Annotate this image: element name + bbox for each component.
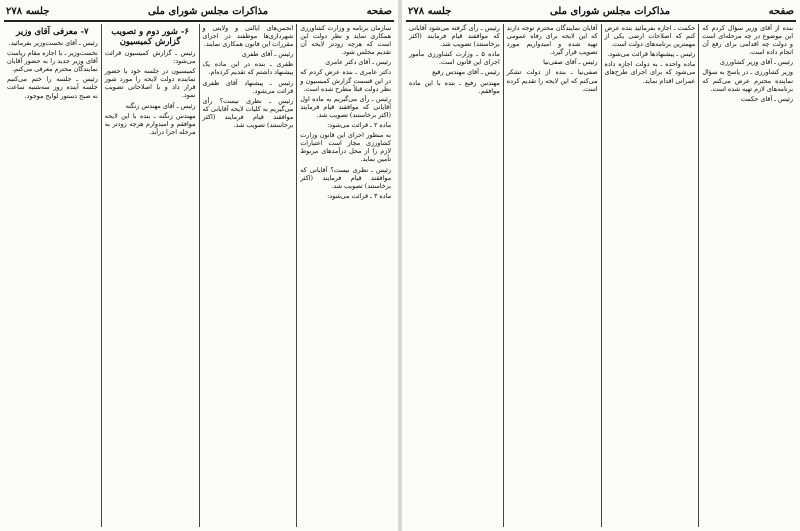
paragraph: بنده از آقای وزیر سؤال کردم که این موضوع در چه مرحله‌ای است و دولت چه اقدامی برای رفع آن انجام داده است. [702, 24, 793, 57]
journal-title: مذاکرات مجلس شورای ملی [549, 5, 671, 17]
paragraph: رئیس ـ آقای حکمت [740, 94, 793, 103]
page-label: صفحه [366, 5, 392, 17]
paragraph: رئیس ـ جلسه را ختم می‌کنیم جلسه آینده روز سه‌شنبه ساعت نه صبح دستور لوایح موجود. [7, 75, 98, 100]
session-label: جلسه ۲۷۸ [6, 5, 50, 17]
page-header [408, 4, 794, 18]
paragraph: رئیس ـ آقای صفی‌نیا [543, 58, 598, 67]
paragraph: رئیس ـ آقای دکتر عامری [325, 58, 391, 67]
paragraph: مهندس زنگنه ـ بنده با این لایحه موافقم و امیدوارم هرچه زودتر به مرحله اجرا درآید. [104, 111, 196, 136]
header-rule [406, 20, 796, 22]
paragraph: صفی‌نیا ـ بنده از دولت تشکر می‌کنم که این لایحه را تقدیم کرده است. [506, 68, 598, 93]
paragraph: دکتر عامری ـ بنده عرض کردم که در این قسمت گزارش کمیسیون و نظر دولت قبلاً مطرح شده است. [300, 68, 391, 93]
paragraph: رئیس ـ آقای ظفری [241, 50, 294, 59]
paragraph: رئیس ـ رأی می‌گیریم به ماده اول آقایانی که موافقند قیام فرمایند (اکثر برخاستند) تصویب شد. [300, 94, 391, 119]
journal-title: مذاکرات مجلس شورای ملی [147, 5, 269, 17]
text-column [698, 24, 796, 527]
paragraph: رئیس ـ رأی گرفته می‌شود آقایانی که موافقند قیام فرمایند (اکثر برخاستند) تصویب شد. [409, 24, 500, 49]
page-label: صفحه [768, 5, 794, 17]
paragraph: وزیر کشاورزی ـ در پاسخ به سؤال نماینده محترم عرض می‌کنم که برنامه‌های لازم تهیه شده است. [702, 68, 793, 93]
text-column [601, 24, 699, 527]
section-heading: ۷- معرفی آقای وزیر [16, 27, 89, 37]
text-column [199, 24, 297, 527]
paragraph: ماده ۳ ـ قرائت می‌شود: [327, 191, 391, 200]
header-rule [4, 20, 394, 22]
paragraph: ماده ۵ ـ وزارت کشاورزی مأمور اجرای این قانون است. [409, 50, 500, 67]
session-label: جلسه ۲۷۸ [408, 5, 452, 17]
paragraph: ظفری ـ بنده در این ماده یک پیشنهاد داشتم که تقدیم کرده‌ام. [202, 60, 294, 77]
paragraph: رئیس ـ گزارش کمیسیون قرائت می‌شود: [104, 49, 196, 66]
text-column [101, 24, 199, 527]
section-heading: ۶- شور دوم و تصویب گزارش کمیسیون [111, 27, 189, 47]
paragraph: رئیس ـ پیشنهادها قرائت می‌شود. [607, 50, 696, 59]
paragraph: آقایان نمایندگان محترم توجه دارند که این لایحه برای رفاه عمومی تهیه شده و امیدواریم مورد تصویب قرار گیرد. [506, 24, 598, 57]
paragraph: کمیسیون در جلسه خود با حضور نماینده دولت لایحه را مورد شور قرار داد و با اصلاحاتی تصویب نمود. [104, 67, 196, 100]
paragraph: رئیس ـ نظری نیست؟ رأی می‌گیریم به کلیات لایحه آقایانی که موافقند قیام فرمایند (اکثر برخاستند) تصویب شد. [202, 96, 294, 130]
paragraph: ماده ۲ ـ قرائت می‌شود: [327, 121, 391, 130]
text-column [296, 24, 394, 527]
right-page [402, 0, 800, 531]
paragraph: ماده واحده ـ به دولت اجازه داده می‌شود که برای اجرای طرح‌های عمرانی اقدام نماید. [604, 60, 696, 85]
text-columns [4, 24, 394, 527]
text-column [4, 24, 101, 527]
paragraph: رئیس ـ آقای وزیر کشاورزی [719, 58, 793, 67]
paragraph: رئیس ـ نظری نیست؟ آقایانی که موافقند قیام فرمایند (اکثر برخاستند) تصویب شد. [300, 165, 391, 190]
text-column [503, 24, 601, 527]
paragraph: رئیس ـ آقای مهندس رفیع [432, 68, 500, 77]
paragraph: رئیس ـ آقای مهندس زنگنه [125, 101, 196, 110]
paragraph: انجمن‌های ایالتی و ولایتی و شهرداری‌ها موظفند در اجرای مقررات این قانون همکاری نمایند. [202, 24, 294, 49]
paragraph: به منظور اجرای این قانون وزارت کشاورزی مجاز است اعتبارات لازم را از محل درآمدهای مربوط تأمین نماید. [300, 131, 391, 164]
paragraph: مهندس رفیع ـ بنده با این ماده موافقم. [409, 78, 500, 95]
paragraph: نخست‌وزیر ـ با اجازه مقام ریاست آقای وزیر جدید را به حضور آقایان نمایندگان محترم معرفی می‌کنم. [7, 49, 98, 74]
paragraph: رئیس ـ آقای نخست‌وزیر بفرمائید. [8, 39, 98, 47]
text-column [406, 24, 503, 527]
left-page [0, 0, 398, 531]
text-columns [406, 24, 796, 527]
paragraph: رئیس ـ پیشنهاد آقای ظفری قرائت می‌شود. [202, 78, 294, 95]
paragraph: حکمت ـ اجازه بفرمائید بنده عرض کنم که اصلاحات ارضی یکی از مهمترین برنامه‌های دولت است. [604, 24, 696, 49]
page-header [6, 4, 392, 18]
paragraph: سازمان برنامه و وزارت کشاورزی همکاری نماید و نظر دولت این است که هرچه زودتر لایحه آن تقدیم مجلس شود. [300, 24, 391, 57]
